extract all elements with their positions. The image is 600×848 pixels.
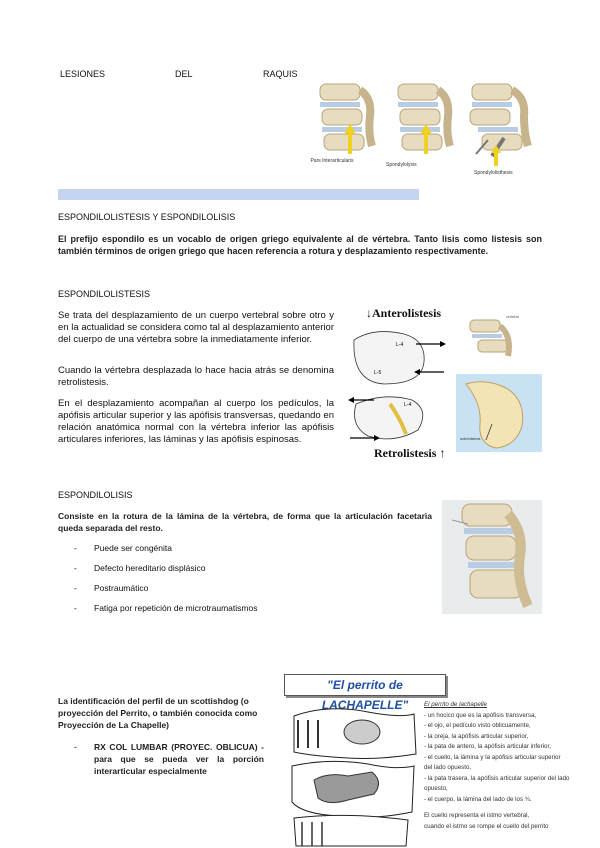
svg-text:L-4: L-4 xyxy=(396,342,404,348)
legend-line: - el cuello, la lámina y la apófisis articular superior del lado opuesto, xyxy=(424,753,561,771)
lachapelle-legend xyxy=(424,700,570,832)
paragraph-definition: Se trata del desplazamiento de un cuerpo vertebral sobre otro y en la actualidad se considera como tal al desplazamiento anterior del cuerpo de una vértebra sobre la inmediatamente inferior. xyxy=(58,310,334,345)
section-body-intro: El prefijo espondilo es un vocablo de origen griego equivalente al de vértebra. Tanto lisis como listesis son también términos de origen griego que hacen referencia a rotura y desplazamiento respectivamente. xyxy=(58,234,542,256)
legend-heading: El perrito de lachapelle xyxy=(424,701,487,708)
legend-line: - la pata trasera, la apófisis articular superior del lado opuesto, xyxy=(424,774,570,792)
list-item: - Defecto hereditario displásico xyxy=(74,563,414,573)
lumbar-spine-image xyxy=(442,500,542,614)
section-title-espondilolisis: ESPONDILOLISIS xyxy=(58,490,133,500)
listesis-figure xyxy=(344,304,544,462)
legend-line: cuando el istmo se rompe el cuello del perrito xyxy=(424,822,549,830)
lachapelle-title: "El perrito de LACHAPELLE" xyxy=(284,674,446,696)
caption-spondylolisthesis: Spondylolisthesis xyxy=(474,170,513,176)
sacrum-diagram xyxy=(456,374,542,452)
causes-list xyxy=(74,543,414,623)
header-word-3: RAQUIS xyxy=(263,69,298,79)
list-item: - Postraumático xyxy=(74,583,414,593)
list-item: - Puede ser congénita xyxy=(74,543,414,553)
section-title-espondilolistesis: ESPONDILOLISTESIS xyxy=(58,289,151,299)
paragraph-displacement: En el desplazamiento acompañan al cuerpo los pedículos, la apófisis articular superior y las apófisis transversas, quedando en relación anatómica normal con la vértebra inferior las apófisis articulares inferiores, las láminas y las apófisis espinosas. xyxy=(58,398,334,445)
legend-line: - la pata de antero, la apófisis articular inferior, xyxy=(424,743,551,750)
lachapelle-figure xyxy=(284,672,572,848)
retrolistesis-label: Retrolistesis ↑ xyxy=(374,446,446,460)
svg-text:L-4: L-4 xyxy=(404,402,412,408)
vertebra-diagram xyxy=(344,322,456,447)
down-arrow-icon: ↓ xyxy=(366,306,372,320)
legend-line: - el ojo, el pedículo visto oblicuamente, xyxy=(424,722,531,729)
legend-line: - un hocico que es la apófisis transversa, xyxy=(424,711,537,719)
xray-projection-text: RX COL LUMBAR (PROYEC. OBLICUA) - para que se pueda ver la porción interarticular especialmente xyxy=(94,742,264,776)
list-item: - Fatiga por repetición de microtraumatismos xyxy=(74,603,414,613)
legend-line: El cuello representa el istmo vertebral, xyxy=(424,812,530,819)
svg-text:L-5: L-5 xyxy=(374,370,382,376)
header-title xyxy=(60,68,305,80)
scottishdog-intro: La identificación del perfil de un scottishdog (o proyección del Perrito, o también conocida como Proyección de La Chapelle) xyxy=(58,696,258,730)
legend-line: - el cuerpo, la lámina del lado de los ¾. xyxy=(424,795,532,803)
scottie-dog-xray xyxy=(288,702,420,848)
caption-spondylolysis: Spondylolysis xyxy=(386,162,417,168)
lumbar-spine-svg xyxy=(442,500,542,614)
up-arrow-icon: ↑ xyxy=(436,446,446,460)
xray-inset xyxy=(456,306,542,372)
paragraph-retrolistesis: Cuando la vértebra desplazada lo hace hacia atrás se denomina retrolistesis. xyxy=(58,365,334,388)
section-title-espondilolistesis-y-espondilolisis: ESPONDILOLISTESIS Y ESPONDILOLISIS xyxy=(58,212,236,222)
section-body-espondilolisis: Consiste en la rotura de la lámina de la vértebra, de forma que la articulación facetaria queda separada del resto. xyxy=(58,511,432,533)
separator-bar xyxy=(58,189,419,200)
caption-pars: Pars Interarticularis xyxy=(310,158,354,164)
spine-lesion-figure xyxy=(310,78,540,178)
legend-line: - la oreja, la apófisis articular superior, xyxy=(424,732,529,740)
header-word-2: DEL xyxy=(175,69,193,79)
svg-text:vertebra: vertebra xyxy=(506,315,519,319)
anterolistesis-label: ↓Anterolistesis xyxy=(366,306,442,320)
svg-text:anterolistesis: anterolistesis xyxy=(460,437,481,441)
header-word-1: LESIONES xyxy=(60,69,106,79)
